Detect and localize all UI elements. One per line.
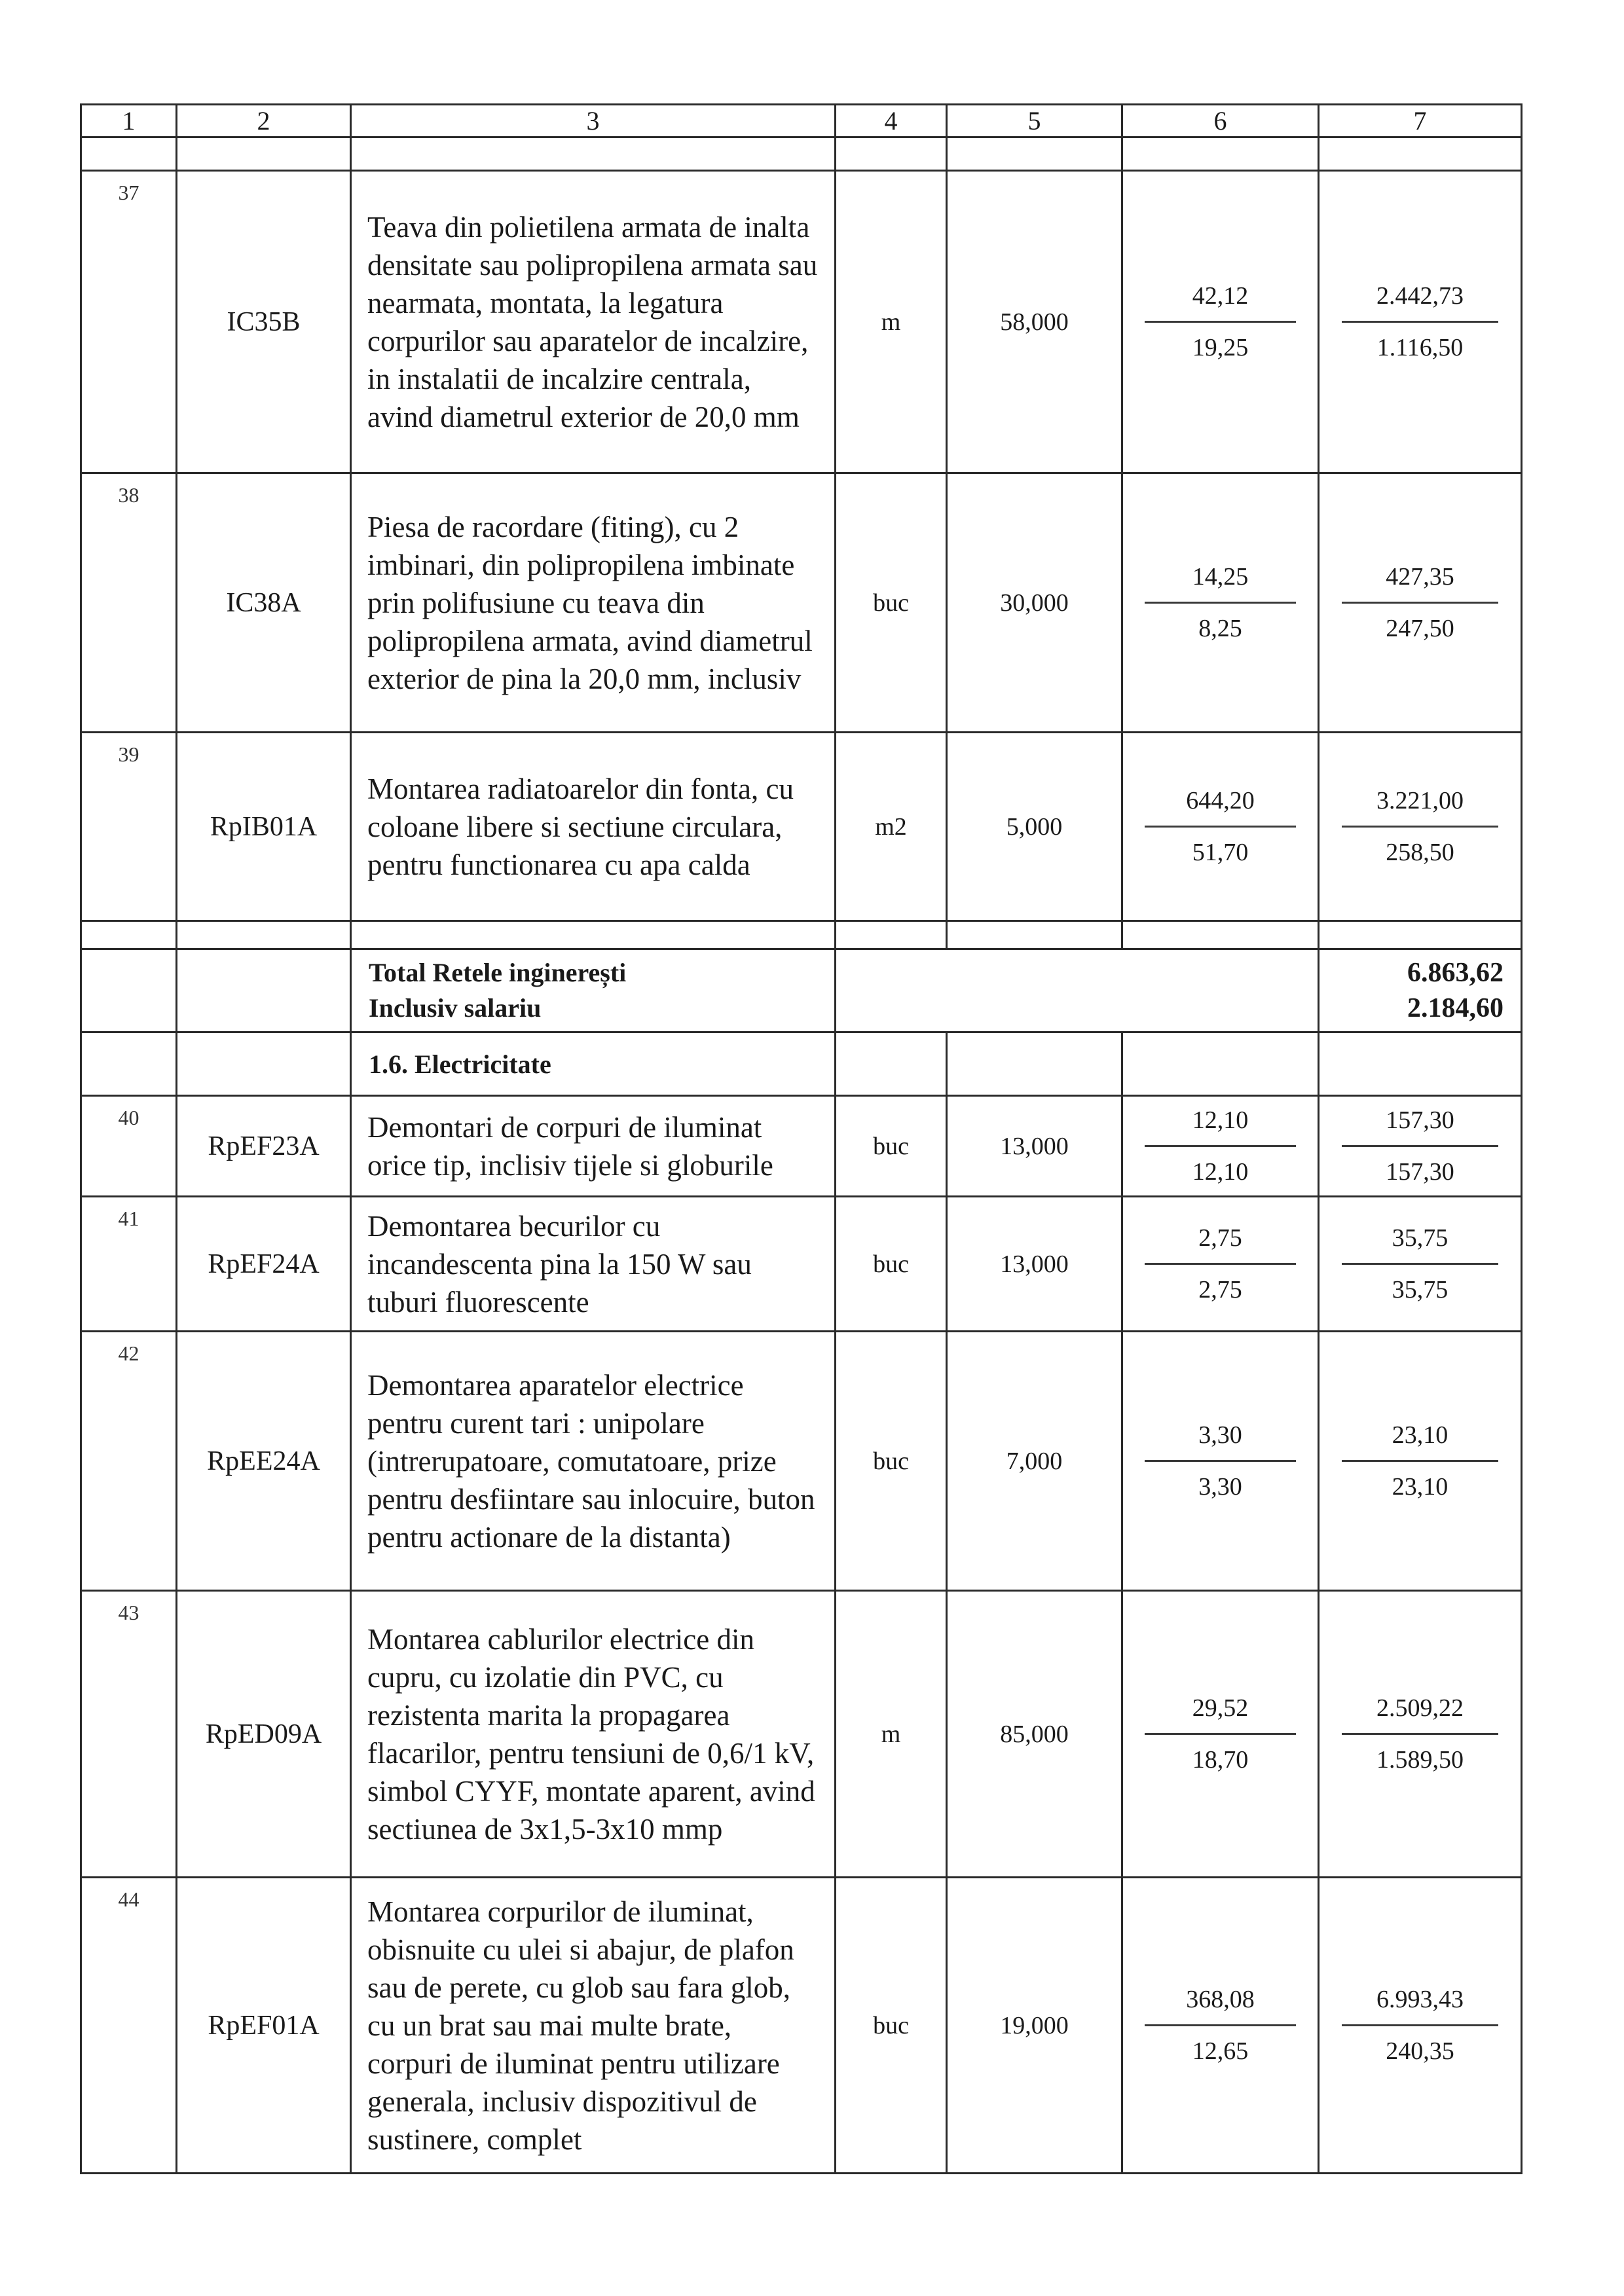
section-row (81, 1032, 1522, 1096)
col-header-1: 1 (81, 105, 177, 137)
quantity: 13,000 (947, 1197, 1122, 1332)
amount-salary: 157,30 (1386, 1158, 1454, 1186)
quantity: 19,000 (947, 1878, 1122, 2174)
table-row (81, 171, 1522, 473)
amount-salary: 1.116,50 (1376, 334, 1464, 361)
unit-price-total: 3,30 (1198, 1421, 1242, 1449)
total-label-line-1: Total Retele inginerești (369, 958, 627, 987)
row-number: 42 (81, 1332, 177, 1591)
amount-cell (1319, 1878, 1522, 2174)
unit-price-cell (1122, 1591, 1319, 1878)
row-number: 38 (81, 473, 177, 733)
article-code: RpEF23A (177, 1096, 351, 1197)
unit-price-cell (1122, 733, 1319, 921)
row-number: 43 (81, 1591, 177, 1878)
table-row (81, 1332, 1522, 1591)
article-code: IC35B (177, 171, 351, 473)
amount-cell (1319, 1197, 1522, 1332)
amount-total: 157,30 (1386, 1106, 1454, 1134)
total-label-line-2: Inclusiv salariu (369, 993, 542, 1023)
table-row (81, 1197, 1522, 1332)
unit-price-salary: 12,10 (1192, 1158, 1249, 1186)
col-header-2: 2 (177, 105, 351, 137)
amount-salary: 240,35 (1386, 2037, 1454, 2065)
unit-price-salary: 18,70 (1192, 1746, 1249, 1774)
unit-price-total: 12,10 (1192, 1106, 1249, 1134)
col-header-5: 5 (947, 105, 1122, 137)
amount-salary: 1.589,50 (1376, 1746, 1464, 1774)
estimate-table (80, 103, 1522, 2174)
work-description: Demontarea becurilor cu incandescenta pina la 150 W sau tuburi fluorescente (351, 1197, 836, 1332)
col-header-6: 6 (1122, 105, 1319, 137)
section-title: 1.6. Electricitate (351, 1032, 836, 1096)
unit-price-cell (1122, 473, 1319, 733)
article-code: RpED09A (177, 1591, 351, 1878)
amount-salary: 258,50 (1386, 839, 1454, 866)
amount-salary: 35,75 (1392, 1276, 1449, 1303)
amount-cell (1319, 733, 1522, 921)
unit-price-total: 644,20 (1186, 787, 1255, 814)
amount-total: 2.442,73 (1376, 282, 1464, 310)
article-code: IC38A (177, 473, 351, 733)
amount-total: 35,75 (1392, 1224, 1449, 1252)
unit-of-measure: m (836, 171, 947, 473)
quantity: 5,000 (947, 733, 1122, 921)
unit-price-cell (1122, 1096, 1319, 1197)
column-number-row (81, 105, 1522, 137)
article-code: RpEF01A (177, 1878, 351, 2174)
quantity: 13,000 (947, 1096, 1122, 1197)
unit-of-measure: m (836, 1591, 947, 1878)
col-header-4: 4 (836, 105, 947, 137)
table-row (81, 473, 1522, 733)
amount-cell (1319, 1591, 1522, 1878)
unit-price-salary: 51,70 (1192, 839, 1249, 866)
work-description: Montarea cablurilor electrice din cupru, cu izolatie din PVC, cu rezistenta marita la propagarea flacarilor, pentru tensiuni de 0,6/1 kV, simbol CYYF, montate aparent, avind sectiunea de 3x1,5-3x10 mmp (351, 1591, 836, 1878)
unit-price-cell (1122, 1878, 1319, 2174)
unit-price-total: 42,12 (1192, 282, 1249, 310)
article-code: RpEE24A (177, 1332, 351, 1591)
header-spacer-row (81, 137, 1522, 171)
unit-price-salary: 12,65 (1192, 2037, 1249, 2065)
quantity: 7,000 (947, 1332, 1122, 1591)
amount-total: 2.509,22 (1376, 1694, 1464, 1722)
unit-price-total: 14,25 (1192, 563, 1249, 591)
col-header-3: 3 (351, 105, 836, 137)
total-value-1: 6.863,62 (1407, 958, 1504, 988)
row-number: 41 (81, 1197, 177, 1332)
amount-total: 3.221,00 (1376, 787, 1464, 814)
table-row (81, 1096, 1522, 1197)
amount-cell (1319, 1096, 1522, 1197)
amount-total: 427,35 (1386, 563, 1454, 591)
amount-total: 6.993,43 (1376, 1986, 1464, 2013)
unit-price-total: 368,08 (1186, 1986, 1255, 2013)
unit-of-measure: buc (836, 1332, 947, 1591)
work-description: Montarea radiatoarelor din fonta, cu coloane libere si sectiune circulara, pentru functionarea cu apa calda (351, 733, 836, 921)
unit-price-total: 2,75 (1198, 1224, 1242, 1252)
row-number: 40 (81, 1096, 177, 1197)
row-number: 39 (81, 733, 177, 921)
table-row (81, 733, 1522, 921)
row-number: 37 (81, 171, 177, 473)
blank-row (81, 921, 1522, 949)
unit-of-measure: buc (836, 1197, 947, 1332)
amount-total: 23,10 (1392, 1421, 1449, 1449)
amount-cell (1319, 1332, 1522, 1591)
col-header-7: 7 (1319, 105, 1522, 137)
amount-salary: 247,50 (1386, 615, 1454, 642)
work-description: Teava din polietilena armata de inalta densitate sau polipropilena armata sau nearmata, montata, la legatura corpurilor sau aparatelor de incalzire, in instalatii de incalzire centrala, avind diametrul exterior de 20,0 mm (351, 171, 836, 473)
work-description: Piesa de racordare (fiting), cu 2 imbinari, din polipropilena imbinate prin polifusiune cu teava din polipropilena armata, avind diametrul exterior de pina la 20,0 mm, inclusiv (351, 473, 836, 733)
total-value-2: 2.184,60 (1407, 993, 1504, 1023)
unit-price-total: 29,52 (1192, 1694, 1249, 1722)
unit-price-salary: 19,25 (1192, 334, 1249, 361)
work-description: Demontarea aparatelor electrice pentru curent tari : unipolare (intrerupatoare, comutatoare, prize pentru desfiintare sau inlocuire, buton pentru actionare de la distanta) (351, 1332, 836, 1591)
unit-price-salary: 8,25 (1198, 615, 1242, 642)
work-description: Demontari de corpuri de iluminat orice tip, inclisiv tijele si globurile (351, 1096, 836, 1197)
work-description: Montarea corpurilor de iluminat, obisnuite cu ulei si abajur, de plafon sau de perete, cu glob sau fara glob, cu un brat sau mai multe brate, corpuri de iluminat pentru utilizare generala, inclusiv dispozitivul de sustinere, complet (351, 1878, 836, 2174)
amount-cell (1319, 171, 1522, 473)
unit-of-measure: buc (836, 473, 947, 733)
table-row (81, 1878, 1522, 2174)
row-number: 44 (81, 1878, 177, 2174)
unit-of-measure: buc (836, 1878, 947, 2174)
unit-of-measure: m2 (836, 733, 947, 921)
amount-salary: 23,10 (1392, 1473, 1449, 1501)
amount-cell (1319, 473, 1522, 733)
unit-of-measure: buc (836, 1096, 947, 1197)
article-code: RpIB01A (177, 733, 351, 921)
table-row (81, 1591, 1522, 1878)
article-code: RpEF24A (177, 1197, 351, 1332)
unit-price-salary: 3,30 (1198, 1473, 1242, 1501)
quantity: 30,000 (947, 473, 1122, 733)
unit-price-cell (1122, 171, 1319, 473)
unit-price-cell (1122, 1332, 1319, 1591)
quantity: 58,000 (947, 171, 1122, 473)
unit-price-cell (1122, 1197, 1319, 1332)
total-value (1319, 949, 1522, 1032)
unit-price-salary: 2,75 (1198, 1276, 1242, 1303)
quantity: 85,000 (947, 1591, 1122, 1878)
total-label (351, 949, 836, 1032)
total-row (81, 949, 1522, 1032)
